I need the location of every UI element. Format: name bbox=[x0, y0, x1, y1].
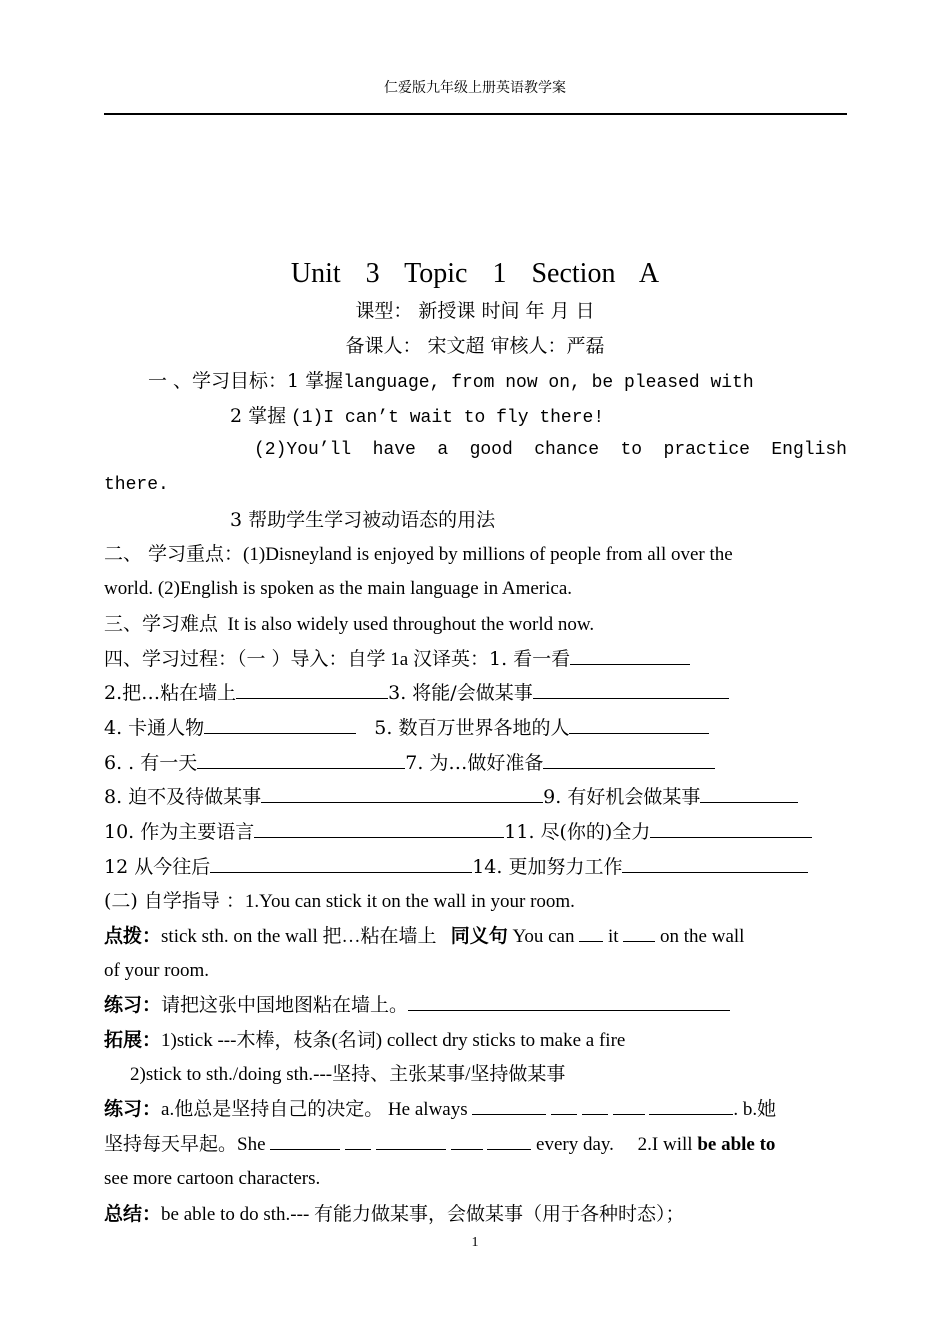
practice2-line-1 bbox=[104, 1092, 847, 1127]
vocab-line-4 bbox=[104, 746, 847, 781]
vocab-line-7 bbox=[104, 850, 847, 885]
key-points-text-1: (1)Disneyland is enjoyed by millions of people from all over the bbox=[243, 544, 733, 566]
sentence-2-bold: be able to bbox=[697, 1134, 776, 1156]
vocab-item: 11. 尽(你的)全力 bbox=[504, 820, 651, 843]
key-points-label: 二、 学习重点： bbox=[104, 543, 244, 566]
extend-line-2: 2)stick to sth./doing sth.---坚持、主张某事/坚持做某事 bbox=[130, 1063, 566, 1085]
vocab-item: 6. . 有一天 bbox=[104, 751, 198, 774]
answer-blank[interactable] bbox=[261, 780, 543, 803]
answer-blank[interactable] bbox=[472, 1092, 546, 1115]
summary-label: 总结： bbox=[104, 1202, 162, 1225]
answer-blank[interactable] bbox=[345, 1127, 371, 1150]
answer-blank[interactable] bbox=[270, 1127, 340, 1150]
guide-label: (二) 自学指导 ： bbox=[104, 890, 245, 913]
page-title: Unit 3 Topic 1 Section A bbox=[290, 258, 660, 289]
practice2-text-b: . b.她 bbox=[733, 1099, 777, 1121]
vocab-item: 4. 卡通人物 bbox=[104, 716, 205, 739]
vocab-line-6 bbox=[104, 815, 847, 850]
answer-blank[interactable] bbox=[408, 988, 730, 1011]
synonym-part-b: it bbox=[607, 926, 619, 947]
word: a bbox=[437, 440, 449, 461]
vocab-line-5 bbox=[104, 780, 847, 815]
objective-3: 3 帮助学生学习被动语态的用法 bbox=[230, 508, 496, 531]
synonym-part-a: You can bbox=[512, 926, 575, 947]
document-header: 仁爱版九年级上册英语教学案 bbox=[384, 80, 566, 96]
difficulty-line bbox=[104, 607, 847, 642]
practice-text: 请把这张中国地图粘在墙上。 bbox=[161, 994, 409, 1017]
synonym-part-c: on the wall bbox=[660, 926, 745, 947]
answer-blank[interactable] bbox=[613, 1092, 645, 1115]
vocab-item: 12 从今往后 bbox=[104, 855, 211, 878]
vocab-item: 5. 数百万世界各地的人 bbox=[374, 716, 570, 739]
answer-blank[interactable] bbox=[570, 642, 690, 665]
answer-blank[interactable] bbox=[650, 815, 812, 838]
page-number: 1 bbox=[471, 1235, 479, 1250]
answer-blank[interactable] bbox=[376, 1127, 446, 1150]
answer-blank[interactable] bbox=[569, 711, 709, 734]
process-line-1 bbox=[104, 642, 847, 677]
objective-1-text: language, from now on, be pleased with bbox=[343, 373, 754, 393]
summary-text: be able to do sth.--- 有能力做某事，会做某事（用于各种时态）； bbox=[161, 1203, 685, 1225]
answer-blank[interactable] bbox=[543, 746, 715, 769]
practice-label: 练习： bbox=[104, 994, 162, 1017]
objectives-line-2 bbox=[104, 399, 847, 434]
answer-blank[interactable] bbox=[210, 850, 472, 873]
guide-sentence-1: 1.You can stick it on the wall in your room. bbox=[244, 891, 575, 913]
vocab-line-2 bbox=[104, 676, 847, 711]
answer-blank[interactable] bbox=[533, 676, 729, 699]
objective-1-num: 1 掌握 bbox=[287, 370, 344, 392]
vocab-item: 1. 看一看 bbox=[489, 647, 571, 670]
practice2-text-d: every day. bbox=[536, 1134, 614, 1156]
vocab-item: 14. 更加努力工作 bbox=[472, 855, 623, 878]
process-label: 四、学习过程：（一 ）导入：自学 bbox=[104, 647, 386, 670]
process-tag: 1a bbox=[390, 648, 409, 670]
synonym-label: 同义句 bbox=[450, 925, 508, 947]
lesson-type-line: 课型： 新授课 时间 年 月 日 bbox=[355, 300, 595, 322]
guide-line bbox=[104, 884, 847, 919]
answer-blank[interactable] bbox=[254, 815, 504, 838]
answer-blank[interactable] bbox=[579, 919, 603, 942]
practice2-text-a: a.他总是坚持自己的决定。 He always bbox=[161, 1099, 468, 1121]
summary-line bbox=[104, 1197, 847, 1232]
vocab-line-3 bbox=[104, 711, 847, 746]
tip-line-2: of your room. bbox=[104, 959, 210, 981]
sentence-2-tail: see more cartoon characters. bbox=[104, 1167, 321, 1189]
key-points-line-2: world. (2)English is spoken as the main language in America. bbox=[104, 578, 573, 600]
vocab-item: 9. 有好机会做某事 bbox=[543, 786, 701, 809]
practice2-line-2 bbox=[104, 1127, 847, 1162]
objectives-line-3 bbox=[104, 433, 847, 468]
word: chance bbox=[534, 440, 600, 461]
word: have bbox=[372, 440, 416, 461]
extend-text-1: 1)stick ---木棒，枝条(名词) collect dry sticks to make a fire bbox=[161, 1030, 626, 1052]
answer-blank[interactable] bbox=[487, 1127, 531, 1150]
word: good bbox=[469, 440, 513, 461]
objectives-line-1 bbox=[104, 364, 847, 399]
practice-line bbox=[104, 988, 847, 1023]
vocab-item: 10. 作为主要语言 bbox=[104, 820, 255, 843]
vocab-item: 7. 为…做好准备 bbox=[405, 751, 544, 774]
sentence-2-start: 2.I will bbox=[637, 1134, 693, 1156]
word: to bbox=[620, 440, 643, 461]
tip-label: 点拨： bbox=[104, 925, 162, 947]
vocab-item: 8. 迫不及待做某事 bbox=[104, 786, 262, 809]
answer-blank[interactable] bbox=[700, 780, 798, 803]
answer-blank[interactable] bbox=[197, 746, 405, 769]
vocab-item: 3. 将能/会做某事 bbox=[388, 682, 533, 705]
answer-blank[interactable] bbox=[582, 1092, 608, 1115]
key-points-line-1 bbox=[104, 537, 847, 572]
answer-blank[interactable] bbox=[451, 1127, 483, 1150]
word: (2)You’ll bbox=[254, 440, 352, 461]
difficulty-text: It is also widely used throughout the world now. bbox=[227, 613, 595, 635]
extend-line-1 bbox=[104, 1023, 847, 1058]
preparer-line: 备课人： 宋文超 审核人：严磊 bbox=[345, 335, 605, 357]
difficulty-label: 三、学习难点 bbox=[104, 612, 219, 635]
answer-blank[interactable] bbox=[622, 850, 808, 873]
header-rule bbox=[104, 113, 847, 115]
tip-line bbox=[104, 919, 847, 954]
objective-2-text: (1)I can’t wait to fly there! bbox=[290, 407, 605, 428]
document-body bbox=[104, 364, 847, 1231]
vocab-item: 2.把…粘在墙上 bbox=[104, 682, 237, 705]
extend-label: 拓展： bbox=[104, 1029, 162, 1052]
word: practice bbox=[663, 440, 750, 461]
practice2-label: 练习： bbox=[104, 1098, 162, 1121]
answer-blank[interactable] bbox=[551, 1092, 577, 1115]
objectives-label: 一 、学习目标： bbox=[148, 370, 288, 392]
tip-text: stick sth. on the wall 把…粘在墙上 bbox=[161, 926, 437, 947]
answer-blank[interactable] bbox=[204, 711, 356, 734]
practice2-text-c: 坚持每天早起。She bbox=[104, 1134, 266, 1156]
answer-blank[interactable] bbox=[623, 919, 655, 942]
process-intro: 汉译英： bbox=[412, 647, 489, 670]
word: English bbox=[771, 440, 847, 461]
answer-blank[interactable] bbox=[236, 676, 388, 699]
objective-2-label: 2 掌握 bbox=[230, 404, 287, 427]
answer-blank[interactable] bbox=[649, 1092, 733, 1115]
objectives-line-4: there. bbox=[104, 475, 169, 496]
